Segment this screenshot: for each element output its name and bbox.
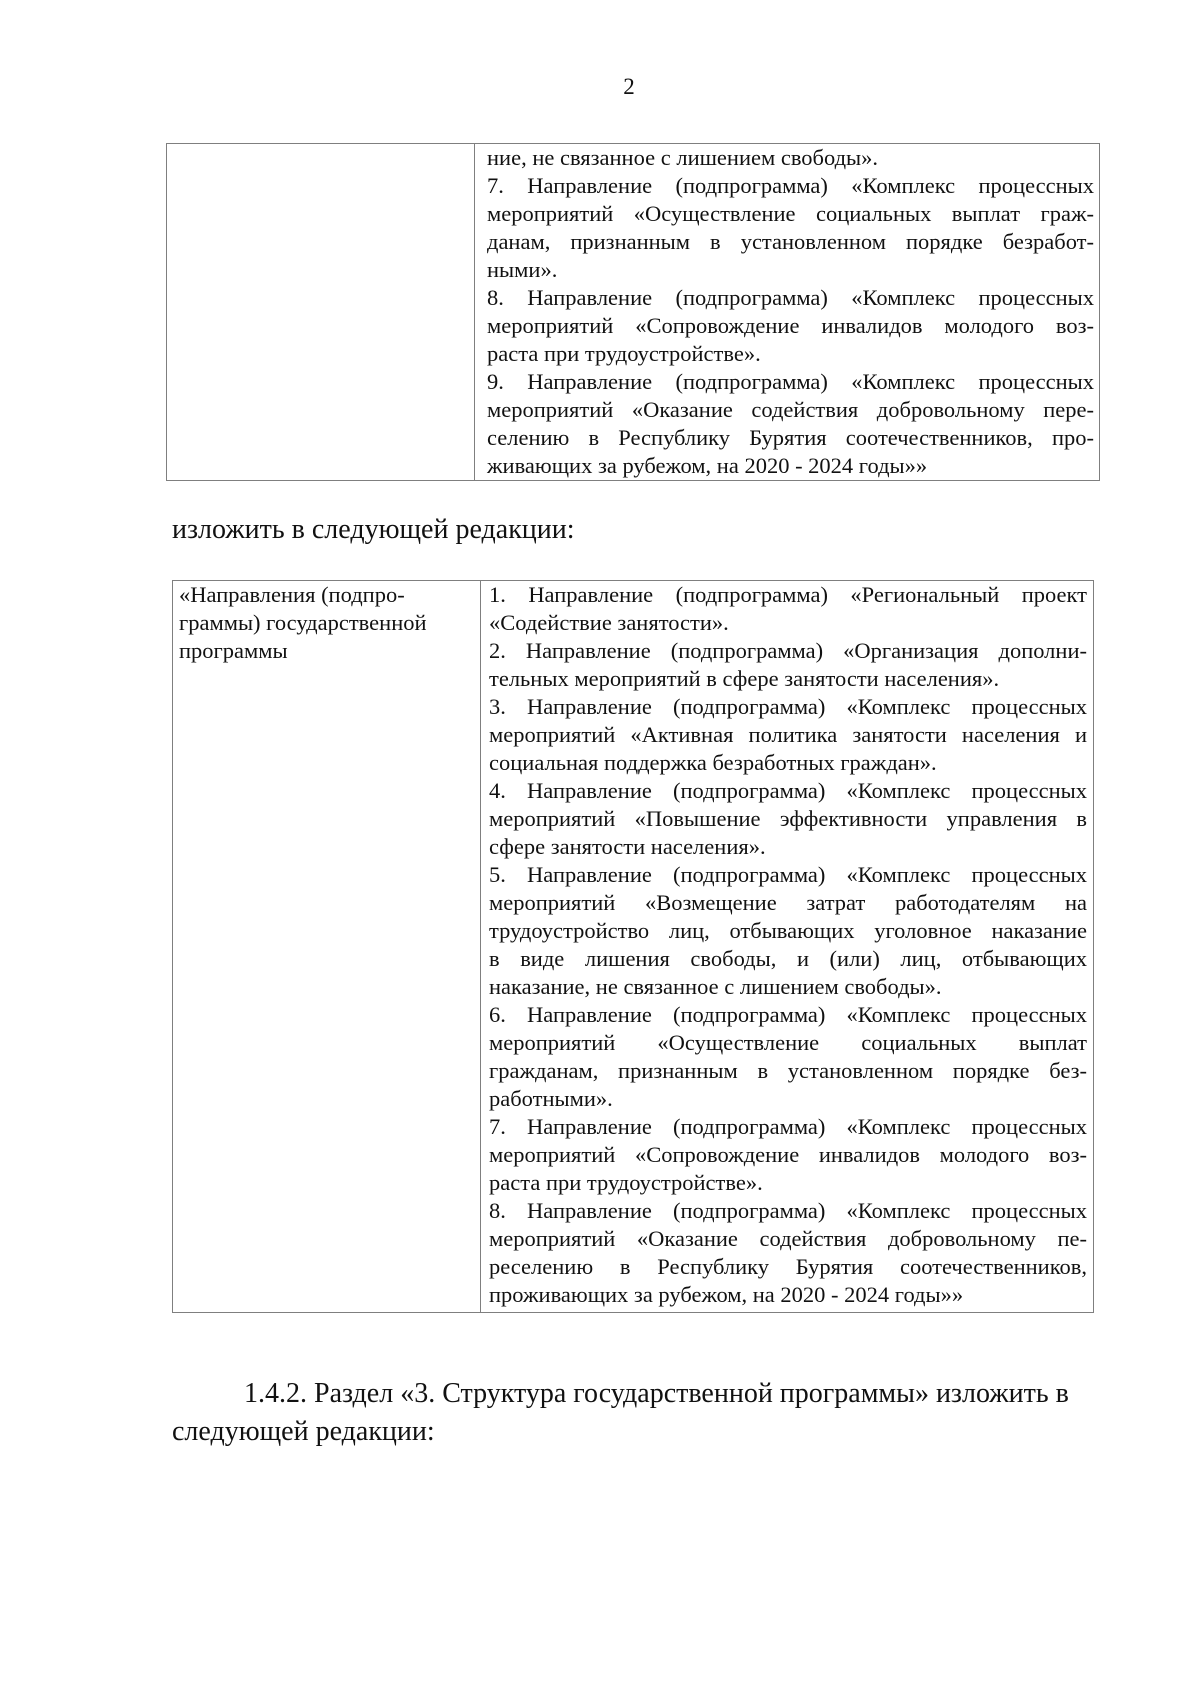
new-text-line: 2. Направление (подпрограмма) «Организация дополни- xyxy=(489,638,1087,663)
new-text-line: 8. Направление (подпрограмма) «Комплекс процессных xyxy=(489,1198,1087,1223)
new-text-line: мероприятий «Повышение эффективности управления в xyxy=(489,806,1087,831)
new-text-line: раста при трудоустройстве». xyxy=(489,1170,763,1195)
section-paragraph-line: следующей редакции: xyxy=(172,1416,435,1447)
previous-text-line: ными». xyxy=(487,257,558,282)
new-text-line: в виде лишения свободы, и (или) лиц, отбывающих xyxy=(489,946,1087,971)
new-wording-table xyxy=(172,580,1094,1313)
previous-text-line: селению в Республику Бурятия соотечественников, про- xyxy=(487,425,1094,450)
new-text-line: мероприятий «Сопровождение инвалидов молодого воз- xyxy=(489,1142,1087,1167)
previous-text xyxy=(475,144,1099,480)
new-text-line: социальная поддержка безработных граждан». xyxy=(489,750,937,775)
previous-text-line: ние, не связанное с лишением свободы». xyxy=(487,145,879,170)
previous-text-line: мероприятий «Оказание содействия добровольному пере- xyxy=(487,397,1094,422)
section-paragraph xyxy=(172,1375,1094,1451)
previous-text-line: раста при трудоустройстве». xyxy=(487,341,761,366)
new-text-line: гражданам, признанным в установленном порядке без- xyxy=(489,1058,1087,1083)
intro-text: изложить в следующей редакции: xyxy=(172,514,575,545)
new-text-line: «Содействие занятости». xyxy=(489,610,729,635)
previous-wording-table xyxy=(166,143,1100,481)
previous-text-line: живающих за рубежом, на 2020 - 2024 годы»» xyxy=(487,453,928,478)
new-text-line: тельных мероприятий в сфере занятости населения». xyxy=(489,666,1000,691)
section-paragraph-line: 1.4.2. Раздел «3. Структура государственной программы» изложить в xyxy=(244,1378,1069,1409)
previous-text-line: 8. Направление (подпрограмма) «Комплекс процессных xyxy=(487,285,1094,310)
previous-text-line: 9. Направление (подпрограмма) «Комплекс процессных xyxy=(487,369,1094,394)
new-text-line: мероприятий «Осуществление социальных выплат xyxy=(489,1030,1087,1055)
new-right-cell xyxy=(481,581,1094,1313)
new-text-line: 4. Направление (подпрограмма) «Комплекс процессных xyxy=(489,778,1087,803)
new-text-line: работными». xyxy=(489,1086,613,1111)
new-text-line: проживающих за рубежом, на 2020 - 2024 годы»» xyxy=(489,1282,964,1307)
new-left-cell xyxy=(173,581,481,1313)
new-text-line: реселению в Республику Бурятия соотечественников, xyxy=(489,1254,1087,1279)
new-text-line: 6. Направление (подпрограмма) «Комплекс процессных xyxy=(489,1002,1087,1027)
previous-right-cell xyxy=(475,144,1100,481)
left-label-line: граммы) государственной xyxy=(179,610,427,635)
new-text-line: 3. Направление (подпрограмма) «Комплекс процессных xyxy=(489,694,1087,719)
new-text-line: 1. Направление (подпрограмма) «Региональный проект xyxy=(489,582,1087,607)
new-text-line: мероприятий «Возмещение затрат работодателям на xyxy=(489,890,1087,915)
new-directions-text xyxy=(481,581,1093,1309)
page-number: 2 xyxy=(623,74,635,99)
previous-text-line: 7. Направление (подпрограмма) «Комплекс процессных xyxy=(487,173,1094,198)
previous-text-line: данам, признанным в установленном порядке безработ- xyxy=(487,229,1094,254)
new-text-line: мероприятий «Активная политика занятости населения и xyxy=(489,722,1087,747)
new-text-line: 5. Направление (подпрограмма) «Комплекс процессных xyxy=(489,862,1087,887)
previous-text-line: мероприятий «Осуществление социальных выплат граж- xyxy=(487,201,1094,226)
previous-left-cell xyxy=(167,144,475,481)
new-text-line: 7. Направление (подпрограмма) «Комплекс процессных xyxy=(489,1114,1087,1139)
new-text-line: сфере занятости населения». xyxy=(489,834,766,859)
new-text-line: трудоустройство лиц, отбывающих уголовное наказание xyxy=(489,918,1087,943)
new-text-line: наказание, не связанное с лишением свободы». xyxy=(489,974,942,999)
left-label-line: «Направления (подпро- xyxy=(179,582,405,607)
left-label-line: программы xyxy=(179,638,288,663)
previous-text-line: мероприятий «Сопровождение инвалидов молодого воз- xyxy=(487,313,1094,338)
programme-directions-label xyxy=(173,581,480,665)
new-text-line: мероприятий «Оказание содействия добровольному пе- xyxy=(489,1226,1087,1251)
